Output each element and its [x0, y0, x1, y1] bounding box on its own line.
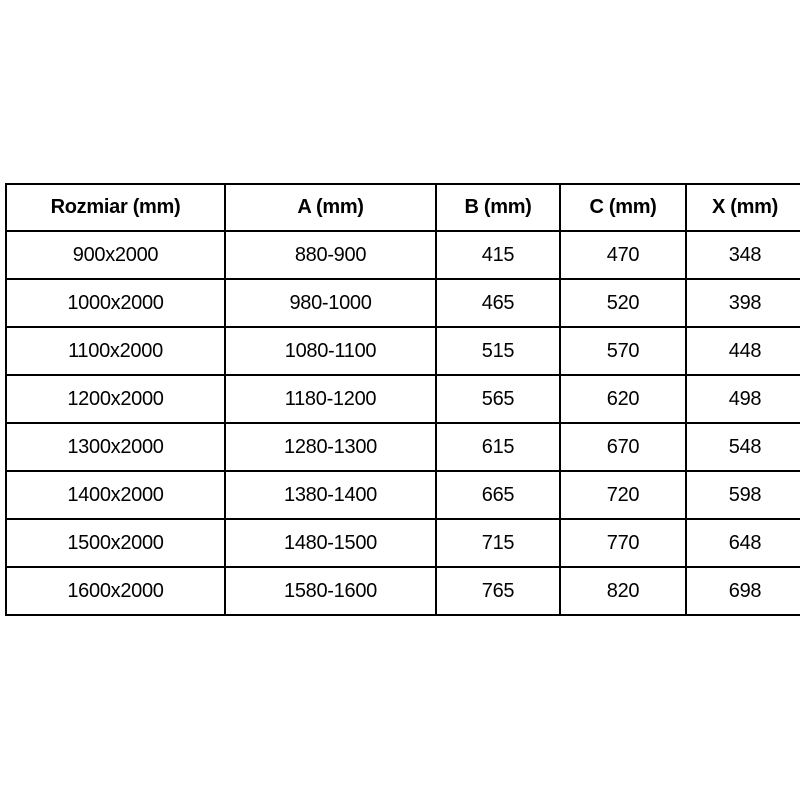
column-header-3: B (mm)	[436, 184, 560, 231]
table-row	[6, 327, 800, 375]
header-row	[6, 184, 800, 231]
table-cell: 765	[436, 567, 560, 615]
table-cell: 980-1000	[225, 279, 436, 327]
table-cell: 670	[560, 423, 686, 471]
table-cell: 698	[686, 567, 800, 615]
table-cell: 498	[686, 375, 800, 423]
table-cell: 1280-1300	[225, 423, 436, 471]
table-row	[6, 567, 800, 615]
table-row	[6, 231, 800, 279]
table-cell: 1000x2000	[6, 279, 225, 327]
column-header-4: C (mm)	[560, 184, 686, 231]
table-cell: 900x2000	[6, 231, 225, 279]
table-cell: 880-900	[225, 231, 436, 279]
table-row	[6, 519, 800, 567]
table-cell: 665	[436, 471, 560, 519]
table-header	[6, 184, 800, 231]
table-cell: 820	[560, 567, 686, 615]
table-cell: 1100x2000	[6, 327, 225, 375]
table-cell: 415	[436, 231, 560, 279]
table-cell: 1580-1600	[225, 567, 436, 615]
table-cell: 465	[436, 279, 560, 327]
table-cell: 348	[686, 231, 800, 279]
size-spec-table	[5, 183, 800, 616]
column-header-5: X (mm)	[686, 184, 800, 231]
table-cell: 715	[436, 519, 560, 567]
table-cell: 570	[560, 327, 686, 375]
table-cell: 1500x2000	[6, 519, 225, 567]
table-cell: 598	[686, 471, 800, 519]
table-cell: 470	[560, 231, 686, 279]
table-row	[6, 375, 800, 423]
table-row	[6, 471, 800, 519]
table-body	[6, 231, 800, 615]
table-cell: 520	[560, 279, 686, 327]
table-cell: 720	[560, 471, 686, 519]
table-cell: 1400x2000	[6, 471, 225, 519]
table-cell: 648	[686, 519, 800, 567]
table-cell: 515	[436, 327, 560, 375]
table-cell: 398	[686, 279, 800, 327]
table-cell: 548	[686, 423, 800, 471]
column-header-1: Rozmiar (mm)	[6, 184, 225, 231]
table-cell: 615	[436, 423, 560, 471]
table-cell: 1600x2000	[6, 567, 225, 615]
table-cell: 1380-1400	[225, 471, 436, 519]
table-cell: 1300x2000	[6, 423, 225, 471]
table-cell: 1180-1200	[225, 375, 436, 423]
table-cell: 1480-1500	[225, 519, 436, 567]
table-cell: 770	[560, 519, 686, 567]
table-cell: 1080-1100	[225, 327, 436, 375]
table-row	[6, 423, 800, 471]
table-cell: 448	[686, 327, 800, 375]
table-row	[6, 279, 800, 327]
column-header-2: A (mm)	[225, 184, 436, 231]
table-cell: 1200x2000	[6, 375, 225, 423]
table-cell: 620	[560, 375, 686, 423]
table-cell: 565	[436, 375, 560, 423]
